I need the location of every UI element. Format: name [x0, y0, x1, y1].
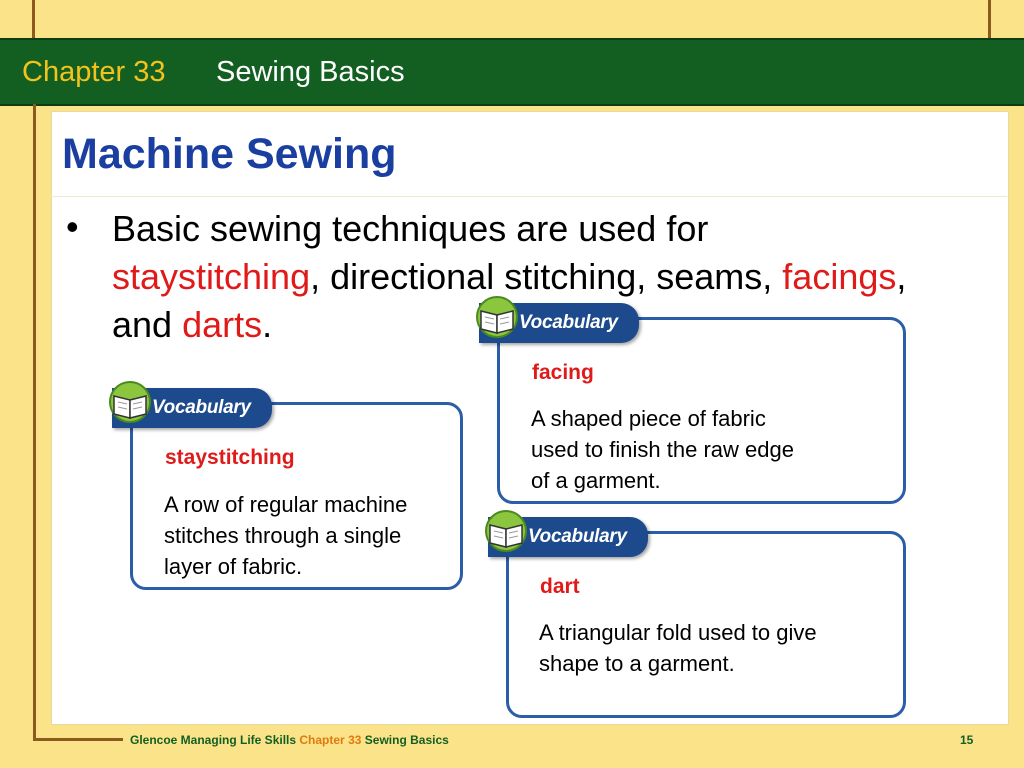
footer-title: Sewing Basics [364, 733, 449, 747]
page-number: 15 [960, 733, 974, 747]
chapter-label: Chapter 33 [22, 56, 166, 88]
title-divider [51, 196, 1007, 197]
vocab-definition: A shaped piece of fabric used to finish the raw edge of a garment. [531, 406, 794, 493]
footer-chapter: Chapter 33 [299, 733, 362, 747]
vocab-tab-staystitching [112, 388, 272, 428]
vocab-term: staystitching [165, 446, 295, 469]
bullet-intro: Basic sewing techniques are used for [112, 208, 709, 249]
book-icon [475, 295, 521, 341]
vocab-tab-label: Vocabulary [528, 526, 627, 547]
term-staystitching: staystitching [112, 256, 311, 297]
footer-book: Glencoe Managing Life Skills [130, 733, 297, 747]
vocab-tab-label: Vocabulary [152, 397, 251, 418]
book-icon [108, 380, 154, 426]
bullet-period: . [262, 304, 273, 345]
frame-bottom-rule [33, 738, 123, 741]
vocab-term: facing [532, 361, 594, 384]
vocab-term: dart [540, 575, 580, 598]
term-facings: facings [782, 256, 897, 297]
bullet-middle: , directional stitching, seams, [310, 256, 783, 297]
frame-left-rule [33, 104, 36, 740]
bullet-comma: , [896, 256, 907, 297]
frame-top-left-rule [32, 0, 35, 40]
bullet-and: and [112, 304, 183, 345]
slide-title: Machine Sewing [62, 130, 397, 178]
chapter-title: Sewing Basics [216, 56, 405, 88]
vocab-definition: A triangular fold used to give shape to a garment. [539, 620, 817, 676]
header-band [0, 38, 1024, 106]
vocab-tab-facing [479, 303, 639, 343]
book-icon [484, 509, 530, 555]
vocab-tab-label: Vocabulary [519, 312, 618, 333]
term-darts: darts [182, 304, 263, 345]
footer-caption [130, 733, 449, 747]
vocab-tab-dart [488, 517, 648, 557]
vocab-definition: A row of regular machine stitches through a single layer of fabric. [164, 492, 408, 579]
frame-top-right-rule [988, 0, 991, 40]
bullet-marker: • [66, 206, 79, 247]
